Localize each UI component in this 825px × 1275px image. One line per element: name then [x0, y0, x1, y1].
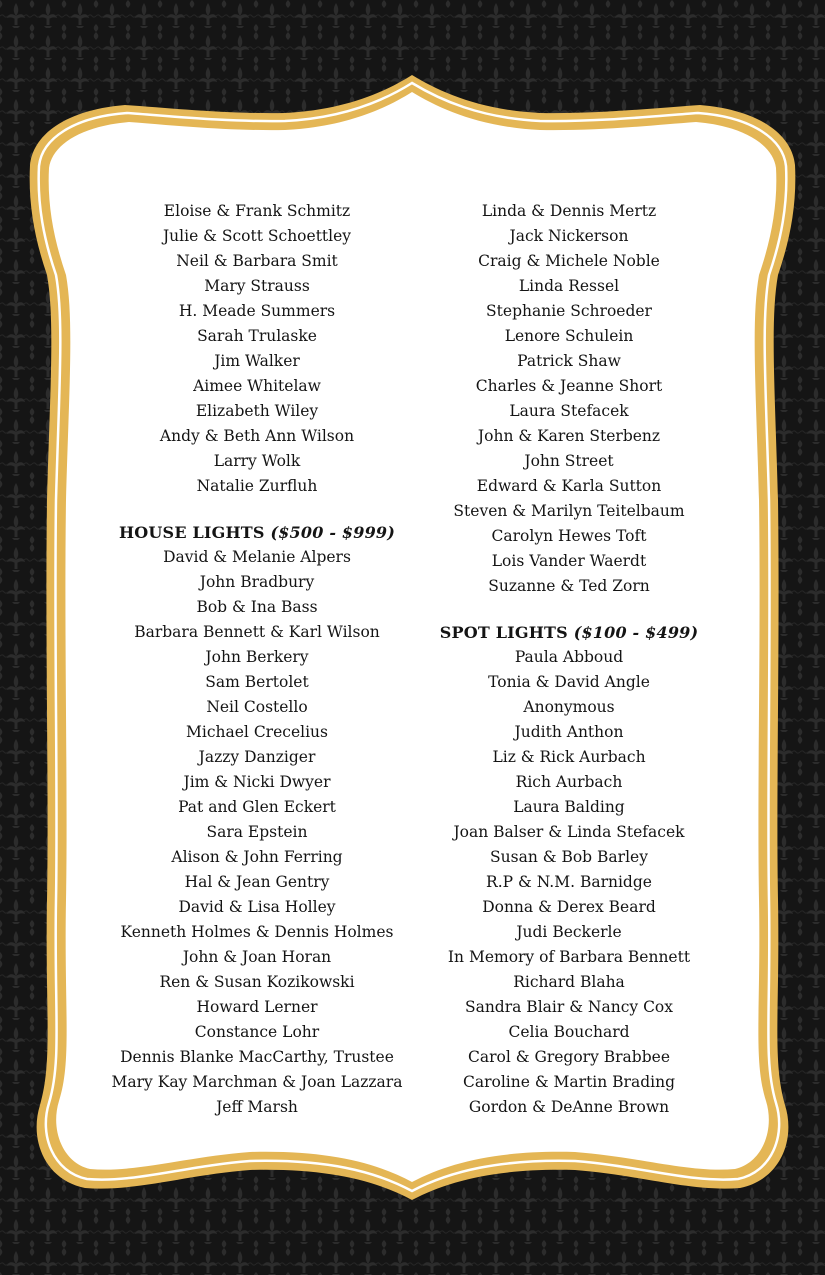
donor-name: Andy & Beth Ann Wilson	[159, 427, 355, 445]
donor-name: David & Lisa Holley	[178, 898, 336, 916]
donor-name: R.P & N.M. Barnidge	[486, 873, 652, 891]
house-lights-list	[92, 545, 422, 1120]
donor-name: Neil Costello	[206, 698, 308, 716]
spot-lights-heading	[404, 620, 734, 645]
donor-name: Richard Blaha	[513, 973, 625, 991]
donor-name: Anonymous	[523, 698, 615, 716]
donor-name: Charles & Jeanne Short	[475, 377, 663, 395]
donor-name: Mary Strauss	[204, 277, 310, 295]
donor-name: Hal & Jean Gentry	[184, 873, 330, 891]
donor-name: Stephanie Schroeder	[486, 302, 652, 320]
donor-name: Neil & Barbara Smit	[176, 252, 338, 270]
donor-name: Pat and Glen Eckert	[178, 798, 336, 816]
donor-name: Donna & Derex Beard	[482, 898, 656, 916]
donor-name: Jack Nickerson	[509, 227, 629, 245]
donor-name: Dennis Blanke MacCarthy, Trustee	[120, 1048, 394, 1066]
donor-name: Jim Walker	[214, 352, 300, 370]
donor-name: Eloise & Frank Schmitz	[163, 202, 351, 220]
donor-name: H. Meade Summers	[178, 302, 336, 320]
donor-name: John & Joan Horan	[182, 948, 332, 966]
donor-name: Sam Bertolet	[205, 673, 309, 691]
donor-name: Lenore Schulein	[504, 327, 634, 345]
donor-name: Lois Vander Waerdt	[491, 552, 647, 570]
donor-name: Michael Crecelius	[186, 723, 328, 741]
donor-list-right-top	[404, 199, 734, 599]
spot-lights-range: ($100 - $499)	[573, 623, 699, 642]
donor-name: Bob & Ina Bass	[196, 598, 318, 616]
donor-name: Laura Stefacek	[509, 402, 629, 420]
donor-name: Julie & Scott Schoettley	[162, 227, 352, 245]
donor-name: Mary Kay Marchman & Joan Lazzara	[111, 1073, 403, 1091]
house-lights-range: ($500 - $999)	[270, 523, 396, 542]
spot-lights-list	[404, 645, 734, 1120]
donor-name: Tonia & David Angle	[488, 673, 650, 691]
donor-name: Sarah Trulaske	[197, 327, 317, 345]
donor-name: Craig & Michele Noble	[478, 252, 660, 270]
donor-name: Ren & Susan Kozikowski	[159, 973, 355, 991]
donor-name: Paula Abboud	[514, 648, 624, 666]
donor-name: Larry Wolk	[213, 452, 301, 470]
donor-name: Sandra Blair & Nancy Cox	[464, 998, 674, 1016]
donor-name: Natalie Zurfluh	[196, 477, 318, 495]
donor-name: Laura Balding	[513, 798, 625, 816]
donor-name: Caroline & Martin Brading	[462, 1073, 675, 1091]
donor-list-left-top	[92, 199, 422, 499]
donor-name: John Berkery	[205, 648, 309, 666]
donor-name: Judi Beckerle	[516, 923, 622, 941]
donor-name: Linda Ressel	[518, 277, 620, 295]
donor-column-left	[92, 199, 422, 1120]
donor-name: Linda & Dennis Mertz	[481, 202, 657, 220]
donor-name: Howard Lerner	[196, 998, 318, 1016]
donor-name: David & Melanie Alpers	[163, 548, 351, 566]
donor-name: Aimee Whitelaw	[193, 377, 321, 395]
donor-name: Celia Bouchard	[508, 1023, 630, 1041]
donor-name: Constance Lohr	[194, 1023, 320, 1041]
donor-name: Jazzy Danziger	[198, 748, 316, 766]
donor-name: Jeff Marsh	[216, 1098, 298, 1116]
donor-name: Elizabeth Wiley	[195, 402, 319, 420]
donor-column-right	[404, 199, 734, 1120]
donor-name: Edward & Karla Sutton	[476, 477, 662, 495]
donor-name: Susan & Bob Barley	[490, 848, 648, 866]
donor-name: Liz & Rick Aurbach	[492, 748, 646, 766]
donor-name: Barbara Bennett & Karl Wilson	[134, 623, 380, 641]
donor-name: Gordon & DeAnne Brown	[468, 1098, 670, 1116]
donor-name: Jim & Nicki Dwyer	[183, 773, 331, 791]
house-lights-heading	[92, 520, 422, 545]
donor-name: John Bradbury	[199, 573, 315, 591]
donor-name: Patrick Shaw	[517, 352, 621, 370]
spot-lights-label: SPOT LIGHTS	[439, 623, 568, 642]
donor-name: Carolyn Hewes Toft	[491, 527, 647, 545]
donor-name: Sara Epstein	[206, 823, 308, 841]
donor-name: Joan Balser & Linda Stefacek	[453, 823, 685, 841]
donor-name: Carol & Gregory Brabbee	[468, 1048, 670, 1066]
house-lights-label: HOUSE LIGHTS	[118, 523, 265, 542]
donor-name: Judith Anthon	[514, 723, 624, 741]
donor-name: In Memory of Barbara Bennett	[447, 948, 691, 966]
donor-name: John & Karen Sterbenz	[477, 427, 661, 445]
donor-name: Kenneth Holmes & Dennis Holmes	[120, 923, 394, 941]
donor-name: Steven & Marilyn Teitelbaum	[453, 502, 685, 520]
donor-name: Suzanne & Ted Zorn	[488, 577, 650, 595]
donor-name: Rich Aurbach	[515, 773, 623, 791]
donor-name: Alison & John Ferring	[171, 848, 343, 866]
donor-name: John Street	[524, 452, 614, 470]
